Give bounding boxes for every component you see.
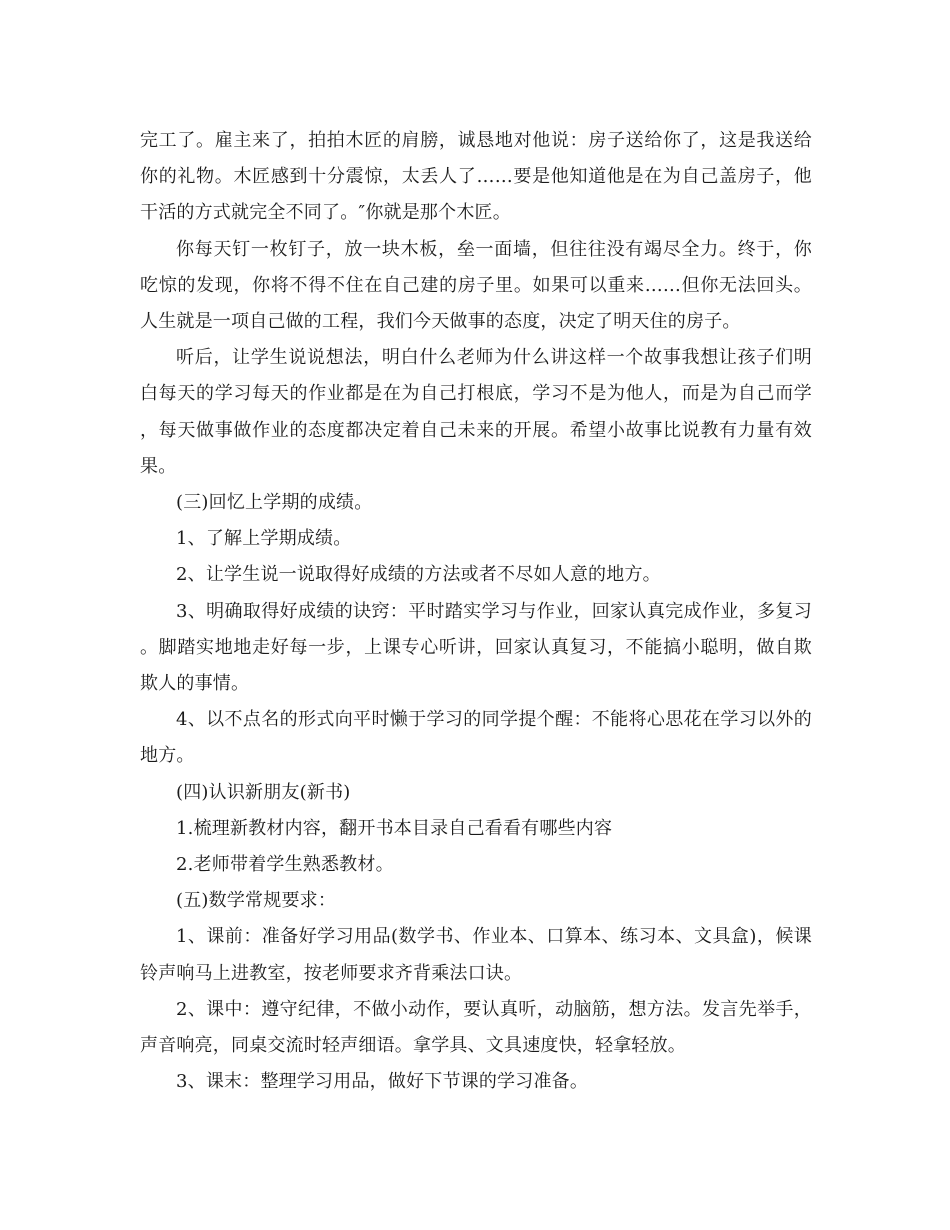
list-item-rules-2: 2、课中：遵守纪律，不做小动作，要认真听，动脑筋，想方法。发言先举手，声音响亮，同桌交流时轻声细语。拿学具、文具速度快，轻拿轻放。 bbox=[140, 998, 812, 1057]
list-item-review-4: 4、以不点名的形式向平时懒于学习的同学提个醒：不能将心思花在学习以外的地方。 bbox=[140, 709, 812, 767]
paragraph-story-moral: 你每天钉一枚钉子，放一块木板，垒一面墙，但往往没有竭尽全力。终于，你吃惊的发现，你将不得不住在自己建的房子里。如果可以重来……但你无法回头。人生就是一项自己做的工程，我们今天做事的态度，决定了明天住的房子。 bbox=[140, 238, 812, 333]
list-item-rules-3: 3、课末：整理学习用品，做好下节课的学习准备。 bbox=[176, 1071, 589, 1093]
section-heading-new-books: (四)认识新朋友(新书) bbox=[176, 781, 351, 803]
list-item-review-1: 1、了解上学期成绩。 bbox=[176, 528, 352, 550]
paragraph-story-ending: 完工了。雇主来了，拍拍木匠的肩膀，诚恳地对他说：房子送给你了，这是我送给你的礼物。木匠感到十分震惊，太丢人了……要是他知道他是在为自己盖房子，他干活的方式就完全不同了。″你就是那个木匠。 bbox=[140, 130, 812, 224]
paragraph-discussion: 听后，让学生说说想法，明白什么老师为什么讲这样一个故事我想让孩子们明白每天的学习每天的作业都是在为自己打根底，学习不是为他人，而是为自己而学，每天做事做作业的态度都决定着自己未来的开展。希望小故事比说教有力量有效果。 bbox=[140, 347, 812, 477]
section-heading-review: (三)回忆上学期的成绩。 bbox=[176, 492, 373, 514]
list-item-review-2: 2、让学生说一说取得好成绩的方法或者不尽如人意的地方。 bbox=[176, 564, 661, 586]
list-item-rules-1: 1、课前：准备好学习用品(数学书、作业本、口算本、练习本、文具盒)，候课铃声响马上进教室，按老师要求齐背乘法口诀。 bbox=[140, 926, 812, 984]
list-item-review-3: 3、明确取得好成绩的诀窍：平时踏实学习与作业，回家认真完成作业，多复习。脚踏实地地走好每一步，上课专心听讲，回家认真复习，不能搞小聪明，做自欺欺人的事情。 bbox=[140, 600, 812, 695]
section-heading-rules: (五)数学常规要求： bbox=[176, 890, 337, 912]
document-body bbox=[140, 123, 812, 1100]
list-item-new-books-2: 2.老师带着学生熟悉教材。 bbox=[176, 854, 394, 876]
list-item-new-books-1: 1.梳理新教材内容，翻开书本目录自己看看有哪些内容 bbox=[176, 817, 613, 839]
